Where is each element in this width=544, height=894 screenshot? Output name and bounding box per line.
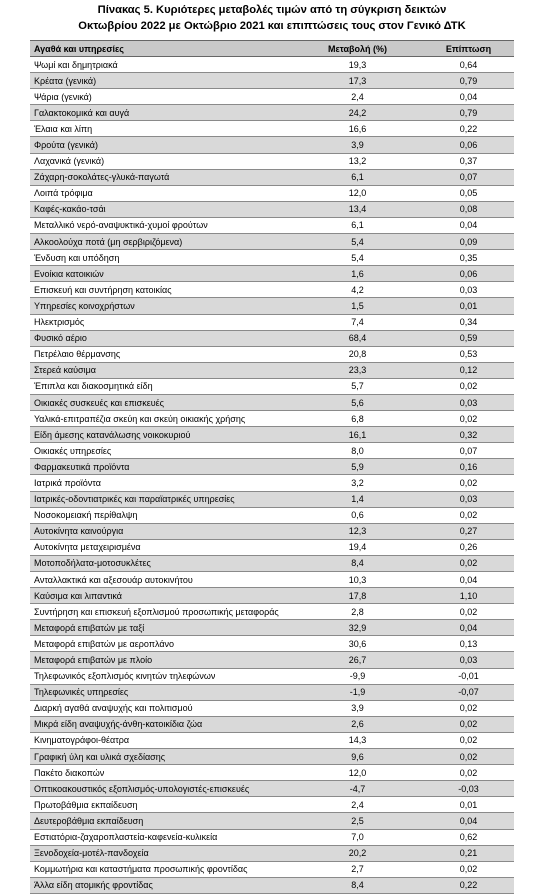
table-row (30, 797, 514, 813)
table-row (30, 716, 514, 732)
table-row (30, 217, 514, 233)
row-impact: 0,06 (423, 137, 514, 153)
row-impact: 0,02 (423, 749, 514, 765)
row-name: Φρούτα (γενικά) (30, 137, 292, 153)
table-row (30, 652, 514, 668)
row-impact: 0,04 (423, 813, 514, 829)
row-impact: 0,02 (423, 378, 514, 394)
row-name: Ιατρικές-οδοντιατρικές και παραϊατρικές υπηρεσίες (30, 491, 292, 507)
table-row (30, 121, 514, 137)
row-name: Επισκευή και συντήρηση κατοικίας (30, 282, 292, 298)
row-impact: 0,13 (423, 636, 514, 652)
header-impact: Επίπτωση (423, 41, 514, 57)
row-impact: 0,62 (423, 829, 514, 845)
row-impact: -0,01 (423, 668, 514, 684)
row-impact: 0,08 (423, 201, 514, 217)
table-header-row (30, 41, 514, 57)
row-change: -4,7 (292, 781, 423, 797)
row-change: 2,7 (292, 861, 423, 877)
header-goods-services: Αγαθά και υπηρεσίες (30, 41, 292, 57)
row-impact: 0,02 (423, 861, 514, 877)
row-name: Μεταφορά επιβατών με ταξί (30, 620, 292, 636)
table-row (30, 314, 514, 330)
row-change: 14,3 (292, 732, 423, 748)
row-change: 2,4 (292, 89, 423, 105)
table-row (30, 572, 514, 588)
table-row (30, 459, 514, 475)
row-name: Άλλα είδη ατομικής φροντίδας (30, 877, 292, 893)
row-name: Εστιατόρια-ζαχαροπλαστεία-καφενεία-κυλικεία (30, 829, 292, 845)
row-name: Στερεά καύσιμα (30, 362, 292, 378)
row-change: 17,8 (292, 588, 423, 604)
table-row (30, 781, 514, 797)
row-impact: 0,02 (423, 555, 514, 571)
row-impact: 0,03 (423, 652, 514, 668)
row-change: 9,6 (292, 749, 423, 765)
table-row (30, 330, 514, 346)
row-impact: 0,04 (423, 89, 514, 105)
table-row (30, 185, 514, 201)
row-impact: 0,59 (423, 330, 514, 346)
table-row (30, 636, 514, 652)
row-impact: 0,04 (423, 217, 514, 233)
row-change: 68,4 (292, 330, 423, 346)
row-change: 1,6 (292, 266, 423, 282)
row-name: Αυτοκίνητα μεταχειρισμένα (30, 539, 292, 555)
row-change: 1,4 (292, 491, 423, 507)
row-name: Ζάχαρη-σοκολάτες-γλυκά-παγωτά (30, 169, 292, 185)
row-name: Οπτικοακουστικός εξοπλισμός-υπολογιστές-επισκευές (30, 781, 292, 797)
row-change: 20,8 (292, 346, 423, 362)
row-impact: 0,21 (423, 845, 514, 861)
table-row (30, 394, 514, 410)
row-impact: 0,07 (423, 169, 514, 185)
row-change: 19,4 (292, 539, 423, 555)
row-name: Ένδυση και υπόδηση (30, 250, 292, 266)
table-body (30, 57, 514, 894)
table-row (30, 89, 514, 105)
table-row (30, 57, 514, 73)
table-row (30, 266, 514, 282)
row-change: 30,6 (292, 636, 423, 652)
table-row (30, 507, 514, 523)
row-impact: 0,37 (423, 153, 514, 169)
row-change: 2,6 (292, 716, 423, 732)
table-row (30, 588, 514, 604)
row-impact: 0,53 (423, 346, 514, 362)
row-change: 10,3 (292, 572, 423, 588)
row-impact: 0,02 (423, 732, 514, 748)
table-row (30, 523, 514, 539)
row-impact: 0,05 (423, 185, 514, 201)
row-name: Γαλακτοκομικά και αυγά (30, 105, 292, 121)
row-name: Αυτοκίνητα καινούργια (30, 523, 292, 539)
row-name: Κομμωτήρια και καταστήματα προσωπικής φροντίδας (30, 861, 292, 877)
row-name: Ψάρια (γενικά) (30, 89, 292, 105)
row-impact: 0,27 (423, 523, 514, 539)
row-impact: 0,06 (423, 266, 514, 282)
row-name: Ενοίκια κατοικιών (30, 266, 292, 282)
row-name: Μεταλλικό νερό-αναψυκτικά-χυμοί φρούτων (30, 217, 292, 233)
price-changes-table (30, 40, 514, 894)
table-row (30, 427, 514, 443)
table-row (30, 700, 514, 716)
table-row (30, 877, 514, 893)
table-title-line-1: Πίνακας 5. Κυριότερες μεταβολές τιμών από τη σύγκριση δεικτών (97, 4, 447, 16)
row-name: Συντήρηση και επισκευή εξοπλισμού προσωπικής μεταφοράς (30, 604, 292, 620)
row-change: 8,4 (292, 555, 423, 571)
row-name: Δευτεροβάθμια εκπαίδευση (30, 813, 292, 829)
row-change: 19,3 (292, 57, 423, 73)
row-name: Έλαια και λίπη (30, 121, 292, 137)
row-name: Μοτοποδήλατα-μοτοσυκλέτες (30, 555, 292, 571)
row-impact: 0,07 (423, 443, 514, 459)
row-change: 2,4 (292, 797, 423, 813)
row-impact: 0,03 (423, 282, 514, 298)
row-change: 5,6 (292, 394, 423, 410)
row-change: 2,5 (292, 813, 423, 829)
row-change: 4,2 (292, 282, 423, 298)
row-impact: 0,22 (423, 877, 514, 893)
row-name: Αλκοολούχα ποτά (μη σερβιριζόμενα) (30, 234, 292, 250)
row-change: 16,6 (292, 121, 423, 137)
row-impact: 0,02 (423, 700, 514, 716)
row-impact: 0,02 (423, 411, 514, 427)
row-change: 26,7 (292, 652, 423, 668)
table-row (30, 105, 514, 121)
table-row (30, 250, 514, 266)
row-change: 3,9 (292, 700, 423, 716)
row-change: 13,2 (292, 153, 423, 169)
table-row (30, 861, 514, 877)
row-name: Τηλεφωνικές υπηρεσίες (30, 684, 292, 700)
row-change: 6,1 (292, 217, 423, 233)
table-row (30, 765, 514, 781)
table-row (30, 137, 514, 153)
row-name: Μικρά είδη αναψυχής-άνθη-κατοικίδια ζώα (30, 716, 292, 732)
table-row (30, 362, 514, 378)
row-change: 13,4 (292, 201, 423, 217)
row-change: 2,8 (292, 604, 423, 620)
row-change: 16,1 (292, 427, 423, 443)
row-impact: 0,64 (423, 57, 514, 73)
row-name: Οικιακές συσκευές και επισκευές (30, 394, 292, 410)
table-row (30, 749, 514, 765)
row-impact: 0,04 (423, 572, 514, 588)
row-change: -1,9 (292, 684, 423, 700)
row-change: 6,1 (292, 169, 423, 185)
table-row (30, 845, 514, 861)
row-impact: 0,32 (423, 427, 514, 443)
row-name: Λοιπά τρόφιμα (30, 185, 292, 201)
table-row (30, 443, 514, 459)
row-name: Οικιακές υπηρεσίες (30, 443, 292, 459)
row-impact: 0,02 (423, 716, 514, 732)
row-impact: 0,03 (423, 491, 514, 507)
table-row (30, 378, 514, 394)
row-impact: 0,09 (423, 234, 514, 250)
table-row (30, 282, 514, 298)
table-row (30, 234, 514, 250)
row-change: 5,7 (292, 378, 423, 394)
table-row (30, 73, 514, 89)
row-impact: 0,03 (423, 394, 514, 410)
table-row (30, 475, 514, 491)
row-change: 23,3 (292, 362, 423, 378)
table-row (30, 604, 514, 620)
table-row (30, 620, 514, 636)
row-change: 32,9 (292, 620, 423, 636)
row-change: 7,0 (292, 829, 423, 845)
row-change: 5,9 (292, 459, 423, 475)
row-name: Μεταφορά επιβατών με πλοίο (30, 652, 292, 668)
row-impact: 0,79 (423, 73, 514, 89)
row-change: 3,2 (292, 475, 423, 491)
row-change: 7,4 (292, 314, 423, 330)
row-name: Ιατρικά προϊόντα (30, 475, 292, 491)
row-change: 5,4 (292, 234, 423, 250)
table-row (30, 829, 514, 845)
row-impact: 0,12 (423, 362, 514, 378)
row-name: Ξενοδοχεία-μοτέλ-πανδοχεία (30, 845, 292, 861)
row-name: Κινηματογράφοι-θέατρα (30, 732, 292, 748)
row-name: Μεταφορά επιβατών με αεροπλάνο (30, 636, 292, 652)
row-impact: -0,03 (423, 781, 514, 797)
row-change: 6,8 (292, 411, 423, 427)
row-impact: 0,35 (423, 250, 514, 266)
row-impact: 0,02 (423, 475, 514, 491)
row-change: 5,4 (292, 250, 423, 266)
row-name: Γραφική ύλη και υλικά σχεδίασης (30, 749, 292, 765)
row-name: Πρωτοβάθμια εκπαίδευση (30, 797, 292, 813)
row-impact: 0,34 (423, 314, 514, 330)
row-change: 8,4 (292, 877, 423, 893)
row-name: Έπιπλα και διακοσμητικά είδη (30, 378, 292, 394)
row-change: -9,9 (292, 668, 423, 684)
row-impact: 0,22 (423, 121, 514, 137)
row-name: Ψωμί και δημητριακά (30, 57, 292, 73)
row-name: Διαρκή αγαθά αναψυχής και πολιτισμού (30, 700, 292, 716)
row-change: 12,0 (292, 765, 423, 781)
row-name: Πετρέλαιο θέρμανσης (30, 346, 292, 362)
table-row (30, 153, 514, 169)
row-name: Πακέτο διακοπών (30, 765, 292, 781)
row-impact: 0,26 (423, 539, 514, 555)
row-change: 1,5 (292, 298, 423, 314)
row-name: Υαλικά-επιτραπέζια σκεύη και σκεύη οικιακής χρήσης (30, 411, 292, 427)
table-row (30, 491, 514, 507)
row-name: Λαχανικά (γενικά) (30, 153, 292, 169)
row-name: Φαρμακευτικά προϊόντα (30, 459, 292, 475)
row-name: Ηλεκτρισμός (30, 314, 292, 330)
table-row (30, 813, 514, 829)
row-name: Καύσιμα και λιπαντικά (30, 588, 292, 604)
row-impact: 0,02 (423, 604, 514, 620)
row-name: Είδη άμεσης κατανάλωσης νοικοκυριού (30, 427, 292, 443)
row-impact: -0,07 (423, 684, 514, 700)
row-name: Υπηρεσίες κοινοχρήστων (30, 298, 292, 314)
row-name: Καφές-κακάο-τσάι (30, 201, 292, 217)
row-impact: 0,79 (423, 105, 514, 121)
row-impact: 0,04 (423, 620, 514, 636)
row-change: 12,0 (292, 185, 423, 201)
table-title-line-2: Οκτωβρίου 2022 με Οκτώβριο 2021 και επιπτώσεις τους στον Γενικό ΔΤΚ (78, 20, 466, 32)
table-row (30, 555, 514, 571)
row-impact: 0,01 (423, 298, 514, 314)
row-change: 0,6 (292, 507, 423, 523)
row-change: 8,0 (292, 443, 423, 459)
table-row (30, 298, 514, 314)
row-name: Κρέατα (γενικά) (30, 73, 292, 89)
row-name: Τηλεφωνικός εξοπλισμός κινητών τηλεφώνων (30, 668, 292, 684)
row-name: Νοσοκομειακή περίθαλψη (30, 507, 292, 523)
row-change: 3,9 (292, 137, 423, 153)
table-row (30, 201, 514, 217)
header-change: Μεταβολή (%) (292, 41, 423, 57)
row-name: Ανταλλακτικά και αξεσουάρ αυτοκινήτου (30, 572, 292, 588)
row-impact: 0,02 (423, 765, 514, 781)
row-impact: 0,02 (423, 507, 514, 523)
table-row (30, 411, 514, 427)
table-row (30, 684, 514, 700)
table-row (30, 346, 514, 362)
table-row (30, 169, 514, 185)
table-row (30, 539, 514, 555)
row-change: 20,2 (292, 845, 423, 861)
table-row (30, 668, 514, 684)
row-impact: 0,01 (423, 797, 514, 813)
row-change: 24,2 (292, 105, 423, 121)
row-change: 12,3 (292, 523, 423, 539)
row-impact: 0,16 (423, 459, 514, 475)
row-name: Φυσικό αέριο (30, 330, 292, 346)
row-impact: 1,10 (423, 588, 514, 604)
row-change: 17,3 (292, 73, 423, 89)
table-row (30, 732, 514, 748)
